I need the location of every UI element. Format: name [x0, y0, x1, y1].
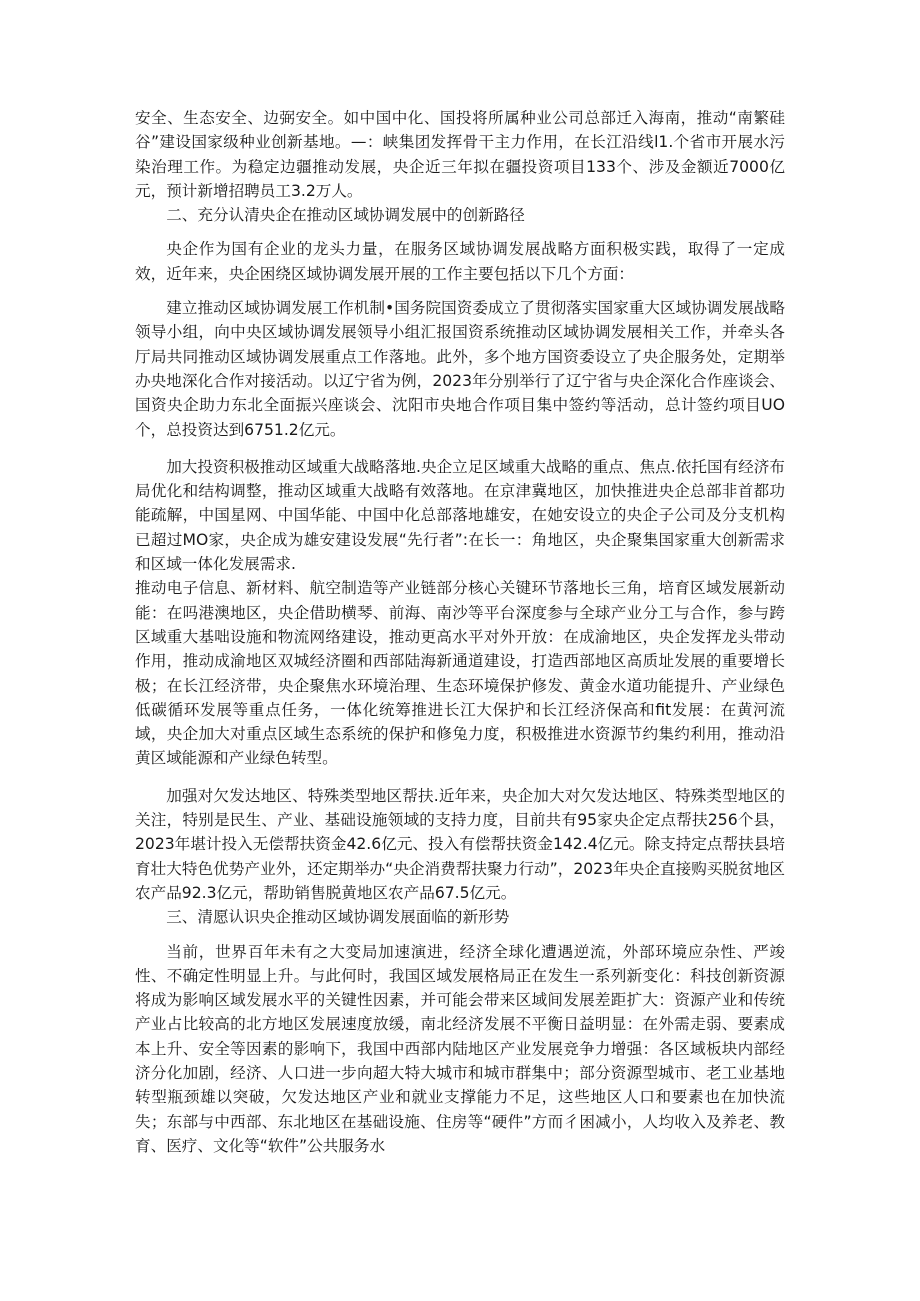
paragraph-continuation: 安全、生态安全、边弼安全。如中国中化、国投将所属种业公司总部迁入海南，推动“南繁硅谷”建设国家级种业创新基地。—：峡集团发挥骨干主力作用，在长江沿线l1.个省市开展水污染治理工作。为稳定边疆推动发展，央企近三年拟在疆投资项目133个、涉及金额近7000亿元，预计新增招聘员工3.2万人。: [135, 109, 785, 200]
paragraph-new-situation: 当前，世界百年未有之大变局加速演进，经济全球化遭遇逆流，外部环境应杂性、严竣性、不确定性明显上升。与此何时，我国区域发展格局正在发生一系列新变化：科技创新资源将成为影响区域发展水平的关键性因素，并可能会带来区域间发展差距扩大：资源产业和传统产业占比较高的北方地区发展速度放缓，南北经济发展不平衡日益明显：在外需走弱、要素成本上升、安全等因素的影响下，我国中西部内陆地区产业发展竞争力增强：各区域板块内部经济分化加剧，经济、人口进一步向超大特大城市和城市群集中；部分资源型城市、老工业基地转型瓶颈雄以突破，欠发达地区产业和就业支撑能力不足，这些地区人口和要素也在加快流失；东部与中西部、东北地区在基础设施、住房等“硬件”方而彳困减小，人均收入及养老、教育、医疗、文化等“软件”公共服务水: [135, 942, 785, 1155]
document-body: [135, 106, 785, 1158]
paragraph-intro: 央企作为国有企业的龙头力量，在服务区域协调发展战略方面积极实践，取得了一定成效，近年来，央企困绕区域协调发展开展的工作主要包括以下几个方面：: [135, 240, 785, 283]
section-heading-2: 二、充分认清央企在推动区域协调发展中的创新路径: [166, 206, 525, 225]
paragraph-assistance: 加强对欠发达地区、特殊类型地区帮扶.近年来，央企加大对欠发达地区、特殊类型地区的关注，特别是民生、产业、基础设施领域的支持力度，目前共有95家央企定点帮扶256个县，2023年堪计投入无偿帮扶资金42.6亿元、投入有偿帮扶资金142.4亿元。除支持定点帮扶县培育壮大特色优势产业外，还定期举办“央企消费帮扶聚力行动”，2023年央企直接购买脱贫地区农产品92.3亿元，帮助销售脱黄地区农产品67.5亿元。: [135, 786, 785, 902]
section-heading-3: 三、清愿认识央企推动区域协调发展面临的新形势: [166, 908, 510, 927]
paragraph-mechanism: 建立推动区域协调发展工作机制•国务院国资委成立了贯彻落实国家重大区域协调发展战略领导小组，向中央区域协调发展领导小组汇报国资系统推动区域协调发展相关工作，并牵头各厅局共同推动区域协调发展重点工作落地。此外，多个地方国资委设立了央企服务处，定期举办央地深化合作对接活动。以辽宁省为例，2023年分别举行了辽宁省与央企深化合作座谈会、国资央企助力东北全面振兴座谈会、沈阳市央地合作项目集中签约等活动，总计签约项目UO个，总投资达到6751.2亿元。: [135, 299, 785, 439]
paragraph-regional-strategy: 推动电子信息、新材料、航空制造等产业链部分核心关键环节落地长三角，培育区域发展新动能：在吗港澳地区，央企借助横琴、前海、南沙等平台深度参与全球产业分工与合作，参与跨区域重大基咄设施和物流网络建设，推动更高水平对外开放：在成渝地区，央企发挥龙头带动作用，推动成渝地区双城经济圈和西部陆海新通道建设，打造西部地区高质址发展的重要增长极；在长江经济带，央企聚焦水环境治理、生态环境保护修发、黄金水道功能提升、产业绿色低碳循环发展等重点任务，一体化统筹推进长江大保护和长江经济保高和fit发展：在黄河流域，央企加大对重点区域生态系统的保护和修兔力度，积极推进水资源节约集约利用，推动沿黄区域能源和产业绿色转型。: [135, 579, 785, 768]
paragraph-investment: 加大投资积极推动区域重大战略落地.央企立足区域重大战略的重点、焦点.依托国有经济布局优化和结构调整，推动区域重大战略有效落地。在京津冀地区，加快推进央企总部非首都功能疏解，中国星网、中国华能、中国中化总部落地雄安，在她安设立的央企子公司及分支机构已超过MO家，央企成为雄安建设发展“先行者”:在长一：角地区，央企聚集国家重大创新需求和区域一体化发展需求.: [135, 457, 785, 574]
